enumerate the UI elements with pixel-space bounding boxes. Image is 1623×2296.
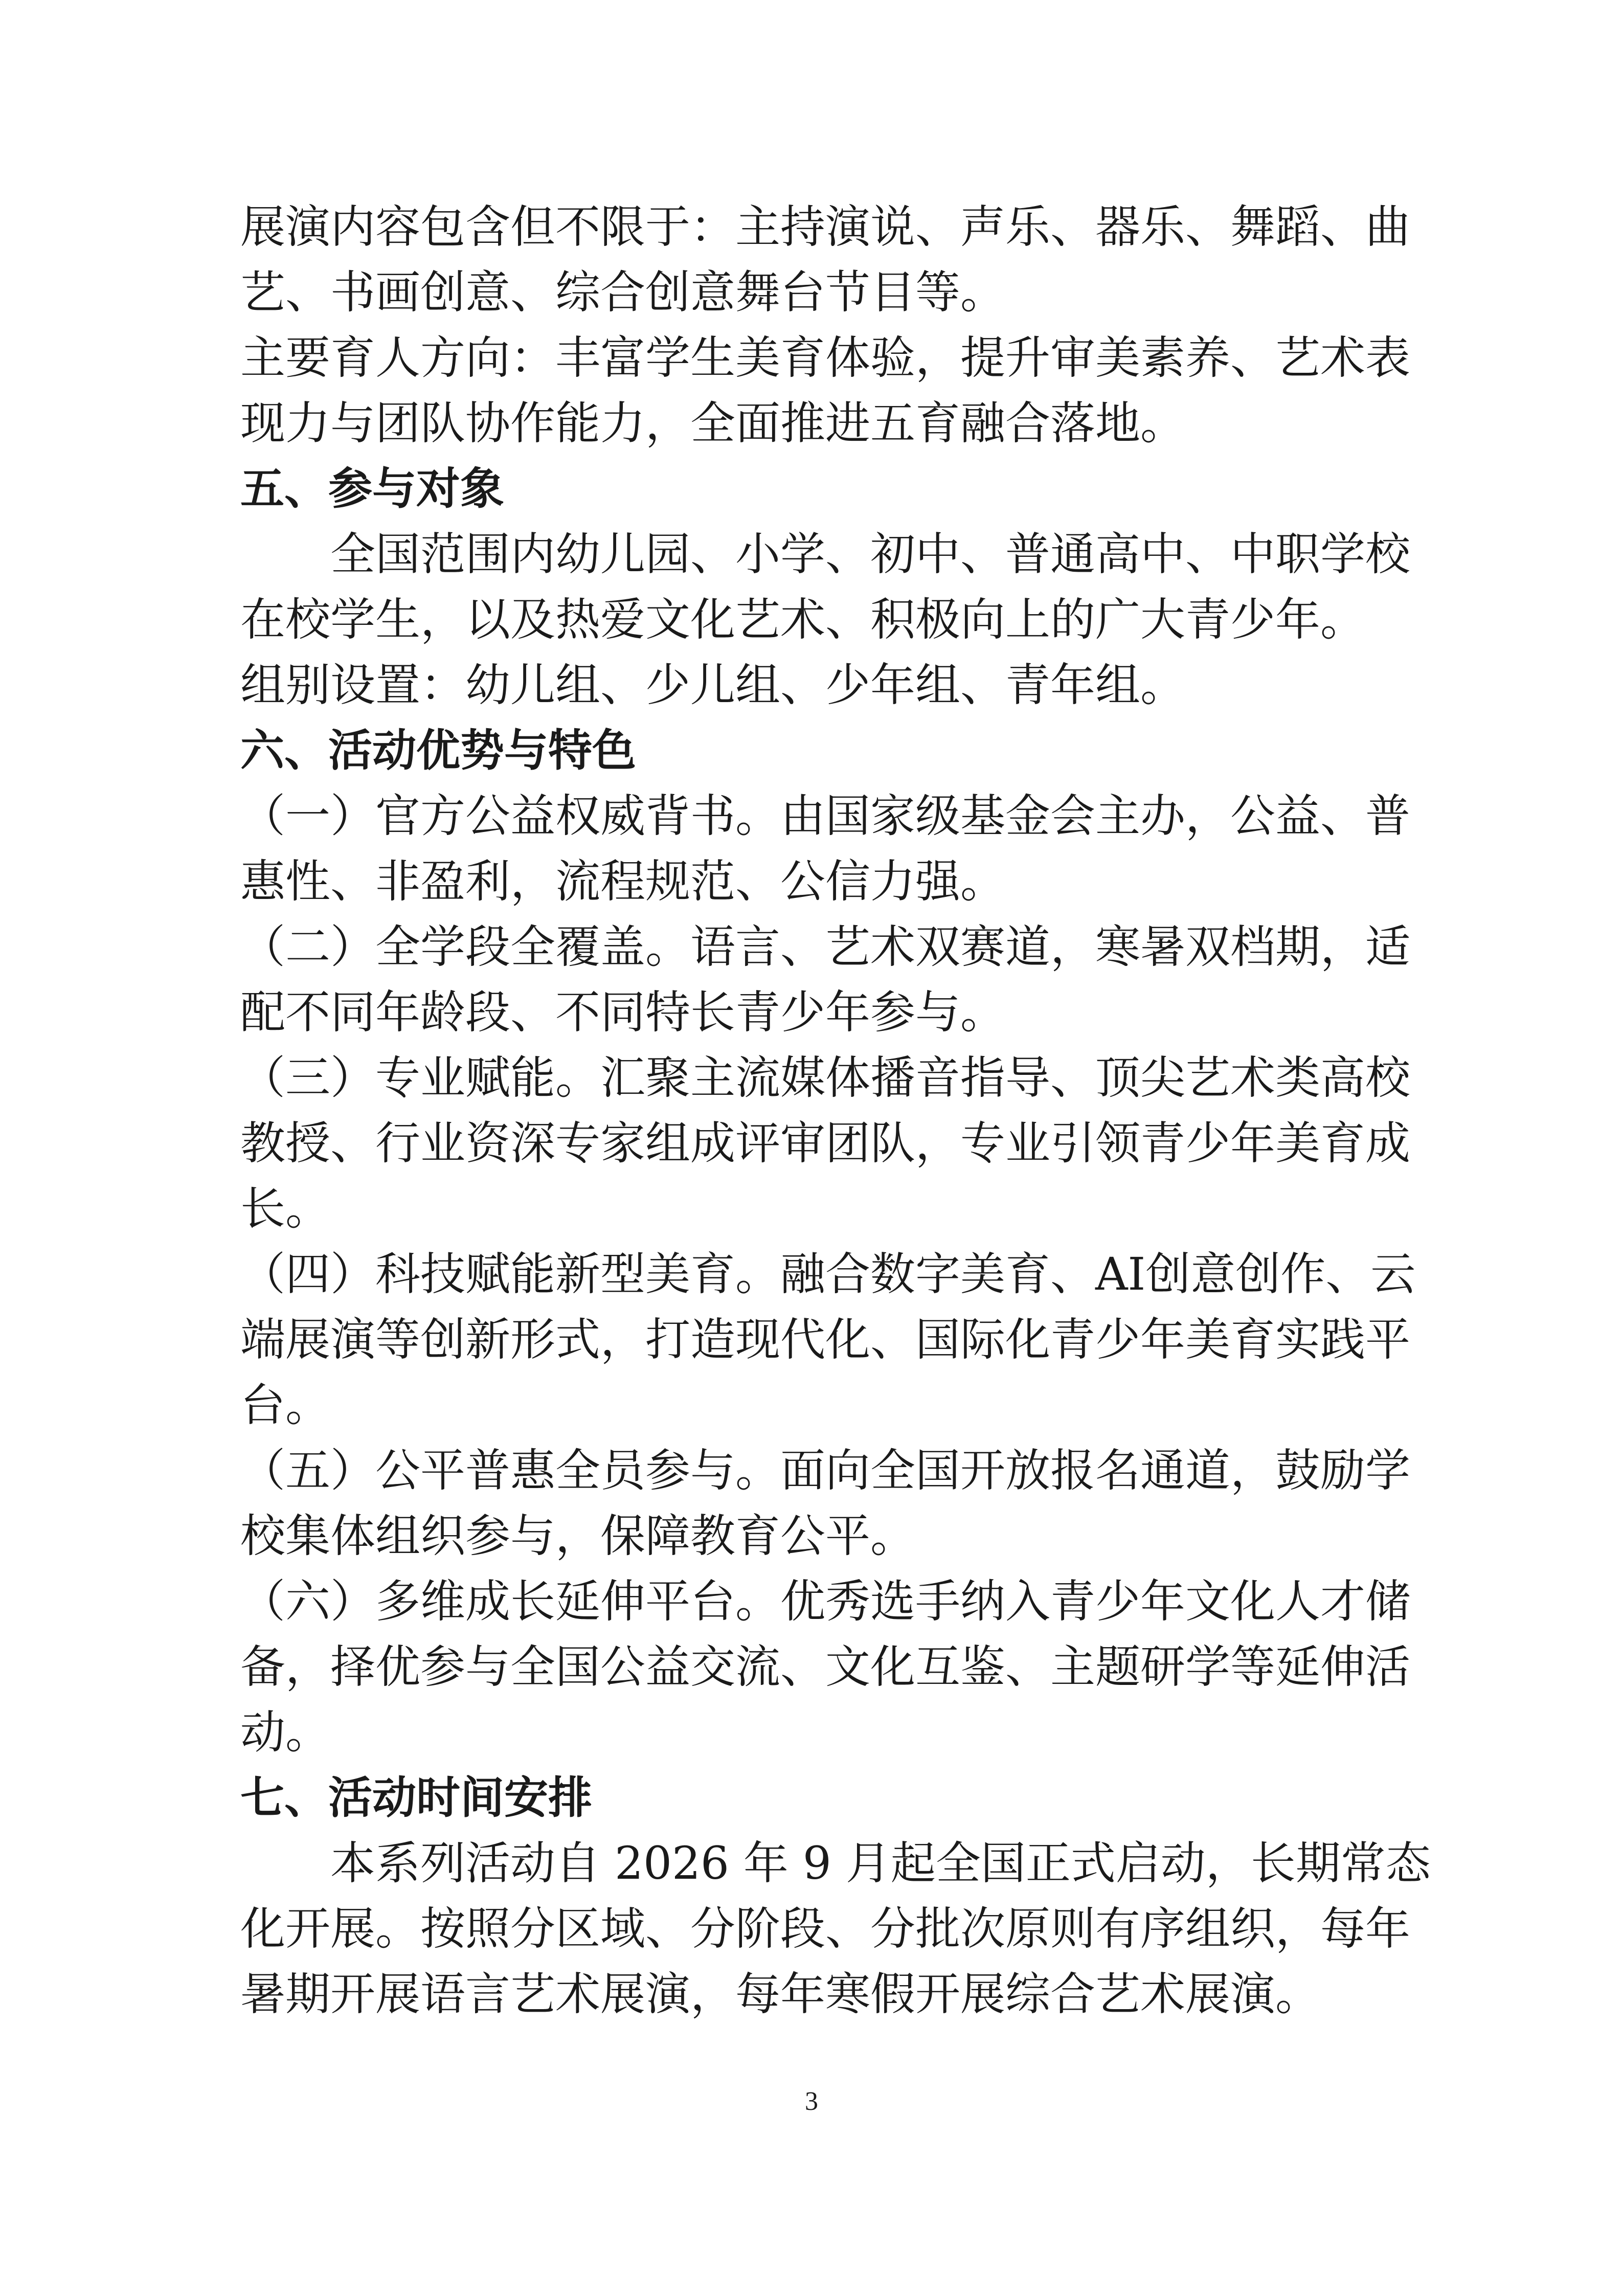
paragraph-line: 长。: [240, 1182, 331, 1235]
paragraph-line: 全国范围内幼儿园、小学、初中、普通高中、中职学校: [330, 528, 1411, 580]
paragraph-line: 在校学生，以及热爱文化艺术、积极向上的广大青少年。: [240, 593, 1366, 646]
paragraph-line: （二）全学段全覆盖。语言、艺术双赛道，寒暑双档期，适: [240, 920, 1411, 973]
section-heading: 七、活动时间安排: [240, 1772, 592, 1824]
paragraph-line: （四）科技赋能新型美育。融合数字美育、AI创意创作、云: [240, 1248, 1416, 1300]
paragraph-line: 主要育人方向：丰富学生美育体验，提升审美素养、艺术表: [240, 331, 1411, 384]
paragraph-line: （三）专业赋能。汇聚主流媒体播音指导、顶尖艺术类高校: [240, 1051, 1411, 1104]
section-heading: 五、参与对象: [240, 463, 504, 514]
paragraph-line: （一）官方公益权威背书。由国家级基金会主办，公益、普: [240, 790, 1411, 842]
paragraph-line: 现力与团队协作能力，全面推进五育融合落地。: [240, 397, 1186, 449]
paragraph-line: 惠性、非盈利，流程规范、公信力强。: [240, 855, 1006, 908]
page-number: 3: [805, 2087, 818, 2116]
paragraph-line: 动。: [240, 1706, 331, 1759]
paragraph-line: 化开展。按照分区域、分阶段、分批次原则有序组织，每年: [240, 1902, 1411, 1955]
paragraph-line: 本系列活动自 2026 年 9 月起全国正式启动，长期常态: [330, 1837, 1431, 1889]
paragraph-line: 备，择优参与全国公益交流、文化互鉴、主题研学等延伸活: [240, 1640, 1411, 1693]
paragraph-line: 组别设置：幼儿组、少儿组、少年组、青年组。: [240, 659, 1186, 711]
paragraph-line: 艺、书画创意、综合创意舞台节目等。: [240, 266, 1006, 319]
document-body: [240, 194, 1431, 2027]
paragraph-line: 展演内容包含但不限于：主持演说、声乐、器乐、舞蹈、曲: [240, 200, 1411, 253]
paragraph-line: 暑期开展语言艺术展演，每年寒假开展综合艺术展演。: [240, 1968, 1321, 2020]
paragraph-line: （六）多维成长延伸平台。优秀选手纳入青少年文化人才储: [240, 1575, 1411, 1628]
paragraph-line: 台。: [240, 1379, 331, 1431]
paragraph-line: （五）公平普惠全员参与。面向全国开放报名通道，鼓励学: [240, 1444, 1411, 1497]
paragraph-line: 校集体组织参与，保障教育公平。: [240, 1510, 916, 1562]
paragraph-line: 教授、行业资深专家组成评审团队，专业引领青少年美育成: [240, 1117, 1411, 1169]
paragraph-line: 配不同年龄段、不同特长青少年参与。: [240, 986, 1006, 1039]
section-heading: 六、活动优势与特色: [240, 725, 636, 776]
paragraph-line: 端展演等创新形式，打造现代化、国际化青少年美育实践平: [240, 1313, 1411, 1366]
